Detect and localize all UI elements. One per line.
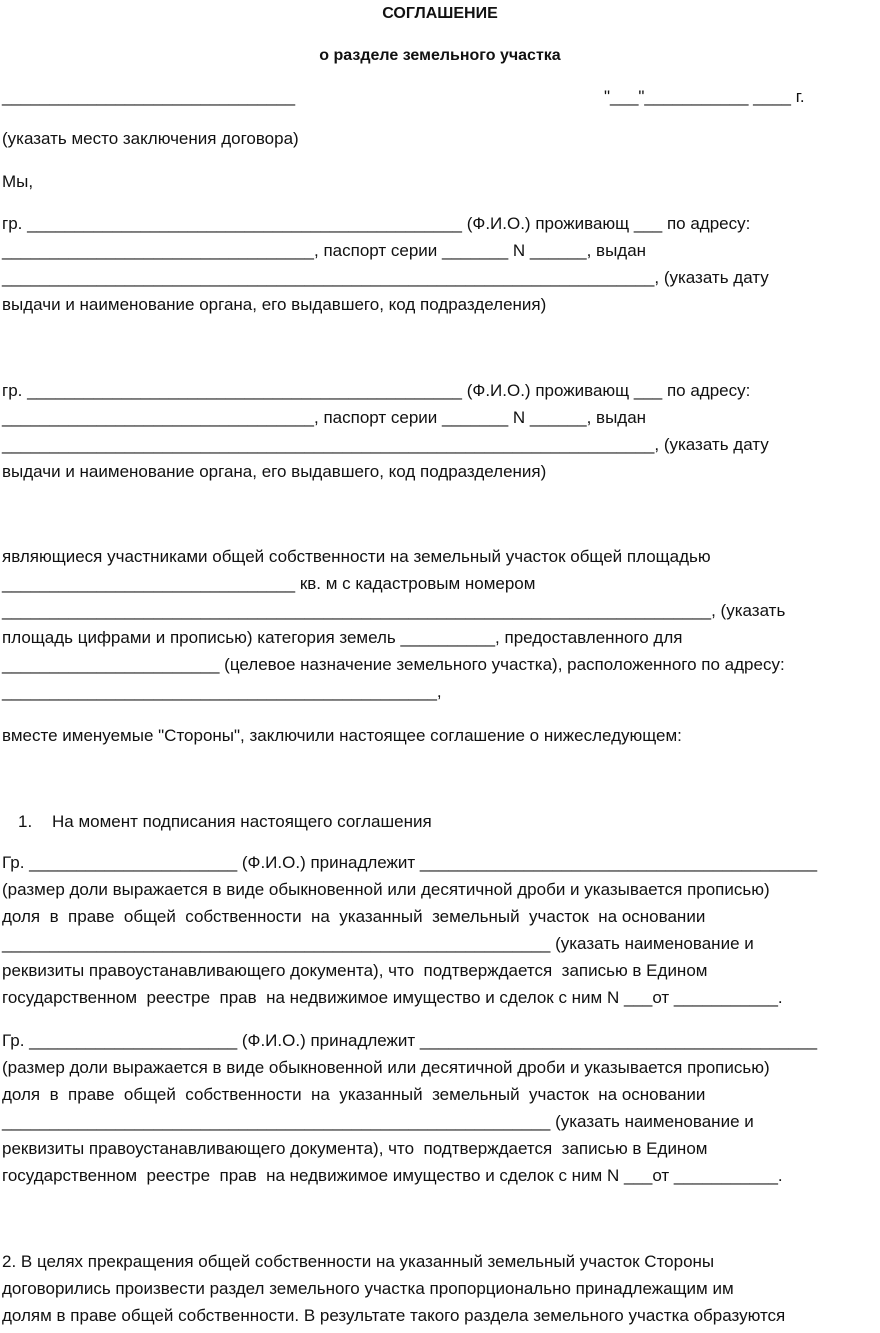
- property-line-6: ______________________________________________,: [2, 682, 442, 701]
- collective-statement: вместе именуемые "Стороны", заключили настоящее соглашение о нижеследующем:: [2, 726, 682, 745]
- share-2-line-5: реквизиты правоустанавливающего документа), что подтверждается записью в Едином: [2, 1139, 708, 1158]
- share-1-line-2: (размер доли выражается в виде обыкновенной или десятичной дроби и указывается прописью): [2, 880, 770, 899]
- date-blank: "___"___________ ____ г.: [604, 87, 805, 106]
- clause-2-line-1: 2. В целях прекращения общей собственности на указанный земельный участок Стороны: [2, 1252, 715, 1271]
- share-1-line-4: __________________________________________________________ (указать наименование и: [2, 934, 754, 953]
- share-1-line-3: доля в праве общей собственности на указанный земельный участок на основании: [2, 907, 706, 926]
- place-hint: (указать место заключения договора): [2, 129, 299, 148]
- clause-2-line-3: долям в праве общей собственности. В результате такого раздела земельного участка образуются: [2, 1306, 786, 1325]
- share-1-line-1: Гр. ______________________ (Ф.И.О.) принадлежит __________________________________________: [2, 853, 818, 872]
- share-2-line-2: (размер доли выражается в виде обыкновенной или десятичной дроби и указывается прописью): [2, 1058, 770, 1077]
- party-1-line-2: _________________________________, паспорт серии _______ N ______, выдан: [2, 241, 647, 260]
- share-1-line-6: государственном реестре прав на недвижимое имущество и сделок с ним N ___от ___________.: [2, 988, 783, 1007]
- property-line-4: площадь цифрами и прописью) категория земель __________, предоставленного для: [2, 628, 683, 647]
- party-2-line-4: выдачи и наименование органа, его выдавшего, код подразделения): [2, 462, 547, 481]
- clause-1-number: 1.: [18, 812, 33, 831]
- place-blank: _______________________________: [2, 87, 296, 106]
- party-2-line-2: _________________________________, паспорт серии _______ N ______, выдан: [2, 408, 647, 427]
- intro-text: Мы,: [2, 172, 34, 191]
- share-2-line-3: доля в праве общей собственности на указанный земельный участок на основании: [2, 1085, 706, 1104]
- share-1-line-5: реквизиты правоустанавливающего документа), что подтверждается записью в Едином: [2, 961, 708, 980]
- share-2-line-1: Гр. ______________________ (Ф.И.О.) принадлежит __________________________________________: [2, 1031, 818, 1050]
- share-2-line-4: __________________________________________________________ (указать наименование и: [2, 1112, 754, 1131]
- party-1-line-3: _____________________________________________________________________, (указать дату: [2, 268, 769, 287]
- document-title: СОГЛАШЕНИЕ: [382, 5, 498, 22]
- property-line-2: _______________________________ кв. м с кадастровым номером: [2, 574, 536, 593]
- clause-2-line-2: договорились произвести раздел земельного участка пропорционально принадлежащим им: [2, 1279, 734, 1298]
- property-line-5: _______________________ (целевое назначение земельного участка), расположенного по адресу:: [2, 655, 785, 674]
- property-line-1: являющиеся участниками общей собственности на земельный участок общей площадью: [2, 547, 711, 566]
- share-2-line-6: государственном реестре прав на недвижимое имущество и сделок с ним N ___от ___________.: [2, 1166, 783, 1185]
- property-line-3: ___________________________________________________________________________, (указать: [2, 601, 786, 620]
- document-subtitle: о разделе земельного участка: [319, 47, 561, 64]
- clause-1-heading: На момент подписания настоящего соглашения: [52, 812, 432, 831]
- party-2-line-3: _____________________________________________________________________, (указать дату: [2, 435, 769, 454]
- party-1-line-1: гр. ______________________________________________ (Ф.И.О.) проживающ ___ по адресу:: [2, 214, 751, 233]
- party-1-line-4: выдачи и наименование органа, его выдавшего, код подразделения): [2, 295, 547, 314]
- party-2-line-1: гр. ______________________________________________ (Ф.И.О.) проживающ ___ по адресу:: [2, 381, 751, 400]
